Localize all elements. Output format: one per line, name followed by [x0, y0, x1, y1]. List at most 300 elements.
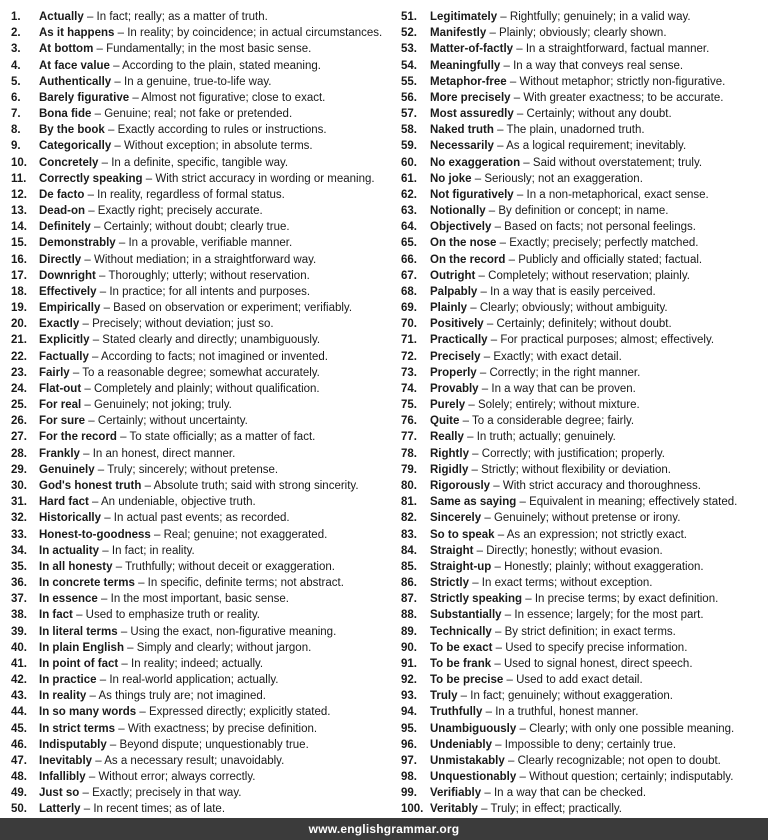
- item-term: Rightly: [430, 447, 469, 460]
- list-item: [11, 90, 384, 106]
- item-number: 19.: [11, 302, 27, 315]
- item-term: Exactly: [39, 318, 80, 331]
- item-number: 57.: [401, 108, 417, 121]
- item-definition: Completely and plainly; without qualification.: [93, 382, 320, 395]
- item-separator: –: [504, 754, 518, 767]
- item-term: Barely figurative: [39, 91, 130, 104]
- list-item: [11, 106, 384, 122]
- item-definition: Solely; entirely; without mixture.: [477, 399, 640, 412]
- item-text: [430, 235, 698, 251]
- item-definition: In truth; actually; genuinely.: [476, 431, 616, 444]
- item-term: Manifestly: [430, 27, 487, 40]
- item-term: Meaningfully: [430, 59, 501, 72]
- item-separator: –: [490, 479, 503, 492]
- item-separator: –: [522, 593, 535, 606]
- item-definition: Directly; honestly; without evasion.: [486, 544, 663, 557]
- item-definition: Correctly; in the right manner.: [489, 366, 641, 379]
- item-definition: By strict definition; in exact terms.: [504, 625, 676, 638]
- item-term: Palpably: [430, 285, 478, 298]
- item-number: 52.: [401, 27, 417, 40]
- list-item: [401, 203, 768, 219]
- item-definition: By definition or concept; in name.: [498, 205, 669, 218]
- item-number: 13.: [11, 205, 27, 218]
- item-term: Straight: [430, 544, 474, 557]
- item-number: 18.: [11, 285, 27, 298]
- list-item: [11, 688, 384, 704]
- item-text: [430, 349, 622, 365]
- list-item: [11, 252, 384, 268]
- list-item: [401, 90, 768, 106]
- item-separator: –: [72, 609, 86, 622]
- item-definition: Genuine; real; not fake or pretended.: [104, 108, 293, 121]
- list-item: [401, 171, 768, 187]
- list-item: [401, 9, 768, 25]
- list-item: [401, 543, 768, 559]
- item-term: Empirically: [39, 302, 101, 315]
- item-text: [430, 252, 702, 268]
- item-definition: Using the exact, non-figurative meaning.: [130, 625, 337, 638]
- list-item: [11, 478, 384, 494]
- item-number: 42.: [11, 674, 27, 687]
- item-separator: –: [516, 722, 530, 735]
- list-item: [11, 494, 384, 510]
- item-text: [39, 122, 327, 138]
- item-text: [430, 624, 676, 640]
- item-term: Legitimately: [430, 11, 498, 23]
- list-item: [11, 591, 384, 607]
- item-term: Veritably: [430, 803, 478, 816]
- list-item: [401, 74, 768, 90]
- item-definition: With strict accuracy in wording or meaning.: [155, 172, 375, 185]
- list-item: [11, 41, 384, 57]
- item-separator: –: [85, 771, 99, 784]
- item-text: [39, 737, 309, 753]
- list-item: [11, 219, 384, 235]
- item-text: [39, 58, 321, 74]
- item-text: [39, 235, 292, 251]
- item-definition: In fact; genuinely; without exaggeration.: [470, 690, 673, 703]
- item-separator: –: [465, 399, 478, 412]
- item-number: 72.: [401, 350, 417, 363]
- item-number: 81.: [401, 496, 417, 509]
- item-number: 9.: [11, 140, 21, 153]
- item-term: Unambiguously: [430, 722, 517, 735]
- item-number: 22.: [11, 350, 27, 363]
- list-item: [401, 575, 768, 591]
- item-definition: Without metaphor; strictly non-figurative.: [519, 75, 726, 88]
- list-item: [401, 155, 768, 171]
- item-number: 14.: [11, 221, 27, 234]
- item-term: In reality: [39, 690, 87, 703]
- item-term: Indisputably: [39, 738, 107, 751]
- item-text: [39, 769, 255, 785]
- item-term: In literal terms: [39, 625, 118, 638]
- item-number: 6.: [11, 91, 21, 104]
- item-number: 34.: [11, 544, 27, 557]
- item-definition: Based on observation or experiment; verifiably.: [113, 302, 353, 315]
- item-text: [39, 640, 311, 656]
- item-separator: –: [117, 625, 131, 638]
- item-definition: In an honest, direct manner.: [92, 447, 236, 460]
- item-term: Bona fide: [39, 108, 92, 121]
- item-definition: In fact; really; as a matter of truth.: [96, 11, 268, 23]
- item-text: [430, 25, 667, 41]
- item-definition: Almost not figurative; close to exact.: [141, 91, 326, 104]
- item-number: 82.: [401, 512, 417, 525]
- item-definition: Rightfully; genuinely; in a valid way.: [509, 11, 691, 23]
- item-definition: Absolute truth; said with strong sincerity.: [153, 479, 359, 492]
- list-item: [401, 300, 768, 316]
- item-number: 21.: [11, 334, 27, 347]
- list-item: [401, 640, 768, 656]
- item-separator: –: [84, 188, 98, 201]
- item-term: Unquestionably: [430, 771, 517, 784]
- item-separator: –: [500, 59, 514, 72]
- list-item: [401, 769, 768, 785]
- item-term: Actually: [39, 11, 84, 23]
- footer-bar: [0, 818, 768, 840]
- item-number: 49.: [11, 787, 27, 800]
- item-definition: In a provable, verifiable manner.: [128, 237, 293, 250]
- item-separator: –: [109, 59, 123, 72]
- item-definition: Genuinely; without pretense or irony.: [493, 512, 681, 525]
- item-separator: –: [80, 803, 94, 816]
- item-separator: –: [483, 318, 497, 331]
- list-item: [401, 365, 768, 381]
- list-item: [401, 737, 768, 753]
- item-separator: –: [467, 302, 480, 315]
- item-text: [39, 219, 290, 235]
- item-definition: In reality, regardless of formal status.: [97, 188, 285, 201]
- item-term: On the record: [430, 253, 506, 266]
- item-text: [39, 9, 268, 25]
- item-number: 83.: [401, 528, 417, 541]
- item-separator: –: [481, 512, 494, 525]
- list-item: [401, 429, 768, 445]
- list-item: [401, 268, 768, 284]
- item-definition: Stated clearly and directly; unambiguously.: [102, 334, 321, 347]
- item-number: 41.: [11, 657, 27, 670]
- item-term: Verifiably: [430, 787, 482, 800]
- item-text: [39, 138, 313, 154]
- item-separator: –: [457, 690, 471, 703]
- item-number: 73.: [401, 366, 417, 379]
- item-definition: Strictly; without flexibility or deviation.: [481, 463, 671, 476]
- item-number: 25.: [11, 399, 27, 412]
- item-definition: Clearly; obviously; without ambiguity.: [479, 302, 668, 315]
- item-number: 8.: [11, 124, 21, 137]
- item-definition: In the most important, basic sense.: [110, 593, 289, 606]
- item-separator: –: [516, 771, 530, 784]
- item-separator: –: [491, 657, 504, 670]
- item-number: 39.: [11, 625, 27, 638]
- list-item: [401, 138, 768, 154]
- item-term: Flat-out: [39, 382, 82, 395]
- item-definition: In a definite, specific, tangible way.: [111, 156, 289, 169]
- list-item: [401, 219, 768, 235]
- item-definition: Simply and clearly; without jargon.: [136, 641, 312, 654]
- item-definition: Honestly; plainly; without exaggeration.: [504, 560, 704, 573]
- item-term: Same as saying: [430, 496, 517, 509]
- item-term: Quite: [430, 415, 460, 428]
- item-number: 86.: [401, 577, 417, 590]
- item-separator: –: [141, 479, 154, 492]
- item-separator: –: [79, 318, 93, 331]
- item-definition: In essence; largely; for the most part.: [514, 609, 704, 622]
- item-number: 20.: [11, 318, 27, 331]
- item-text: [430, 58, 683, 74]
- item-number: 58.: [401, 124, 417, 137]
- item-text: [39, 429, 315, 445]
- item-text: [39, 252, 316, 268]
- item-text: [430, 607, 704, 623]
- item-number: 7.: [11, 108, 21, 121]
- list-item: [11, 753, 384, 769]
- item-definition: In a truthful, honest manner.: [495, 706, 639, 719]
- item-text: [39, 171, 375, 187]
- item-term: For real: [39, 399, 82, 412]
- item-separator: –: [111, 140, 125, 153]
- item-text: [39, 704, 330, 720]
- item-term: Provably: [430, 382, 479, 395]
- item-text: [39, 559, 335, 575]
- item-term: Plainly: [430, 302, 468, 315]
- item-definition: Certainly; without doubt; clearly true.: [103, 221, 290, 234]
- item-definition: Certainly; definitely; without doubt.: [496, 318, 672, 331]
- list-item: [401, 446, 768, 462]
- list-item: [11, 138, 384, 154]
- item-term: Naked truth: [430, 124, 494, 137]
- item-definition: Exactly; precisely in that way.: [92, 787, 242, 800]
- item-number: 74.: [401, 382, 417, 395]
- item-separator: –: [471, 172, 485, 185]
- item-separator: –: [473, 544, 487, 557]
- list-item: [11, 300, 384, 316]
- item-text: [39, 413, 248, 429]
- item-term: Downright: [39, 269, 96, 282]
- item-number: 31.: [11, 496, 27, 509]
- item-text: [430, 753, 721, 769]
- item-number: 85.: [401, 560, 417, 573]
- item-term: Infallibly: [39, 771, 86, 784]
- item-term: Truthfully: [430, 706, 483, 719]
- item-text: [430, 332, 714, 348]
- item-definition: Clearly recognizable; not open to doubt.: [517, 754, 721, 767]
- list-item: [11, 332, 384, 348]
- item-text: [430, 656, 693, 672]
- item-separator: –: [96, 285, 110, 298]
- item-definition: According to facts; not imagined or invented.: [101, 350, 328, 363]
- item-definition: With exactness; by precise definition.: [127, 722, 318, 735]
- list-item: [401, 397, 768, 413]
- item-term: No exaggeration: [430, 156, 521, 169]
- item-term: Strictly speaking: [430, 593, 523, 606]
- item-term: Concretely: [39, 156, 99, 169]
- item-separator: –: [506, 75, 520, 88]
- item-definition: In a way that conveys real sense.: [513, 59, 684, 72]
- item-text: [39, 510, 290, 526]
- item-number: 93.: [401, 690, 417, 703]
- item-term: More precisely: [430, 91, 511, 104]
- item-definition: Seriously; not an exaggeration.: [484, 172, 643, 185]
- item-separator: –: [88, 350, 102, 363]
- list-item: [401, 559, 768, 575]
- item-term: Latterly: [39, 803, 81, 816]
- item-term: Metaphor-free: [430, 75, 507, 88]
- item-separator: –: [496, 237, 510, 250]
- item-number: 33.: [11, 528, 27, 541]
- item-text: [39, 753, 284, 769]
- item-separator: –: [494, 528, 507, 541]
- list-item: [401, 41, 768, 57]
- item-separator: –: [115, 722, 128, 735]
- item-term: As it happens: [39, 27, 115, 40]
- item-term: For sure: [39, 415, 86, 428]
- item-definition: In exact terms; without exception.: [481, 577, 653, 590]
- item-separator: –: [91, 108, 105, 121]
- list-item: [401, 527, 768, 543]
- item-text: [430, 801, 622, 817]
- item-number: 43.: [11, 690, 27, 703]
- item-text: [430, 74, 725, 90]
- list-item: [401, 235, 768, 251]
- item-text: [39, 462, 278, 478]
- list-item: [401, 672, 768, 688]
- item-definition: Without error; always correctly.: [98, 771, 256, 784]
- item-number: 59.: [401, 140, 417, 153]
- item-term: God's honest truth: [39, 479, 142, 492]
- item-separator: –: [101, 512, 114, 525]
- item-term: Purely: [430, 399, 466, 412]
- list-item: [11, 640, 384, 656]
- list-item: [11, 74, 384, 90]
- item-separator: –: [90, 221, 104, 234]
- item-number: 92.: [401, 674, 417, 687]
- item-text: [430, 171, 643, 187]
- list-item: [11, 462, 384, 478]
- item-term: For the record: [39, 431, 117, 444]
- list-item: [401, 624, 768, 640]
- list-item: [11, 413, 384, 429]
- item-text: [39, 187, 285, 203]
- item-definition: Fundamentally; in the most basic sense.: [106, 43, 312, 56]
- item-definition: The plain, unadorned truth.: [506, 124, 645, 137]
- list-item: [11, 171, 384, 187]
- item-separator: –: [492, 641, 506, 654]
- item-definition: In actual past events; as recorded.: [113, 512, 290, 525]
- item-separator: –: [491, 738, 505, 751]
- item-definition: In practice; for all intents and purposes.: [109, 285, 311, 298]
- item-number: 36.: [11, 577, 27, 590]
- item-term: Categorically: [39, 140, 112, 153]
- list-item: [401, 284, 768, 300]
- item-definition: In a way that is easily perceived.: [490, 285, 656, 298]
- item-definition: In a straightforward, factual manner.: [525, 43, 710, 56]
- item-number: 54.: [401, 59, 417, 72]
- item-number: 50.: [11, 803, 27, 816]
- item-term: Rigidly: [430, 463, 469, 476]
- item-term: Technically: [430, 625, 492, 638]
- item-definition: According to the plain, stated meaning.: [122, 59, 321, 72]
- item-definition: Without exception; in absolute terms.: [124, 140, 313, 153]
- item-number: 79.: [401, 463, 417, 476]
- item-term: Dead-on: [39, 205, 85, 218]
- item-separator: –: [116, 431, 130, 444]
- item-separator: –: [513, 108, 527, 121]
- item-text: [39, 268, 310, 284]
- item-number: 71.: [401, 334, 417, 347]
- item-definition: Beyond dispute; unquestionably true.: [119, 738, 309, 751]
- item-separator: –: [469, 577, 482, 590]
- item-term: Definitely: [39, 221, 91, 234]
- item-separator: –: [491, 625, 505, 638]
- item-definition: Real; genuine; not exaggerated.: [163, 528, 328, 541]
- item-separator: –: [118, 657, 132, 670]
- item-definition: Used to add exact detail.: [516, 674, 643, 687]
- list-item: [11, 316, 384, 332]
- item-term: In so many words: [39, 706, 137, 719]
- list-item: [11, 397, 384, 413]
- item-separator: –: [112, 560, 126, 573]
- item-term: Explicitly: [39, 334, 90, 347]
- item-text: [430, 737, 676, 753]
- item-definition: As things truly are; not imagined.: [98, 690, 266, 703]
- item-number: 95.: [401, 722, 417, 735]
- item-separator: –: [88, 496, 102, 509]
- item-definition: Certainly; without any doubt.: [526, 108, 672, 121]
- item-text: [39, 575, 344, 591]
- item-term: Demonstrably: [39, 237, 116, 250]
- item-number: 3.: [11, 43, 21, 56]
- item-separator: –: [503, 674, 517, 687]
- item-separator: –: [89, 334, 103, 347]
- item-text: [39, 41, 311, 57]
- list-item: [401, 607, 768, 623]
- item-text: [430, 478, 701, 494]
- item-number: 44.: [11, 706, 27, 719]
- item-term: Most assuredly: [430, 108, 514, 121]
- item-number: 68.: [401, 285, 417, 298]
- item-text: [430, 446, 665, 462]
- list-item: [11, 607, 384, 623]
- item-definition: Thoroughly; utterly; without reservation.: [108, 269, 310, 282]
- list-column-left: [0, 9, 384, 818]
- item-number: 29.: [11, 463, 27, 476]
- item-text: [430, 640, 687, 656]
- item-definition: Certainly; without uncertainty.: [97, 415, 248, 428]
- item-text: [430, 413, 634, 429]
- item-definition: Without mediation; in a straightforward way.: [93, 253, 317, 266]
- item-term: In all honesty: [39, 560, 113, 573]
- item-separator: –: [93, 43, 107, 56]
- item-separator: –: [123, 641, 137, 654]
- item-number: 17.: [11, 269, 27, 282]
- item-text: [39, 721, 317, 737]
- item-number: 63.: [401, 205, 417, 218]
- list-item: [11, 446, 384, 462]
- item-separator: –: [510, 91, 524, 104]
- item-definition: As a logical requirement; inevitably.: [506, 140, 687, 153]
- item-separator: –: [142, 172, 156, 185]
- item-term: Honest-to-goodness: [39, 528, 151, 541]
- item-definition: Exactly according to rules or instructions.: [117, 124, 327, 137]
- list-item: [401, 381, 768, 397]
- item-separator: –: [150, 528, 164, 541]
- item-definition: For practical purposes; almost; effectively.: [500, 334, 715, 347]
- item-number: 11.: [11, 172, 27, 185]
- item-term: Hard fact: [39, 496, 89, 509]
- item-number: 91.: [401, 657, 417, 670]
